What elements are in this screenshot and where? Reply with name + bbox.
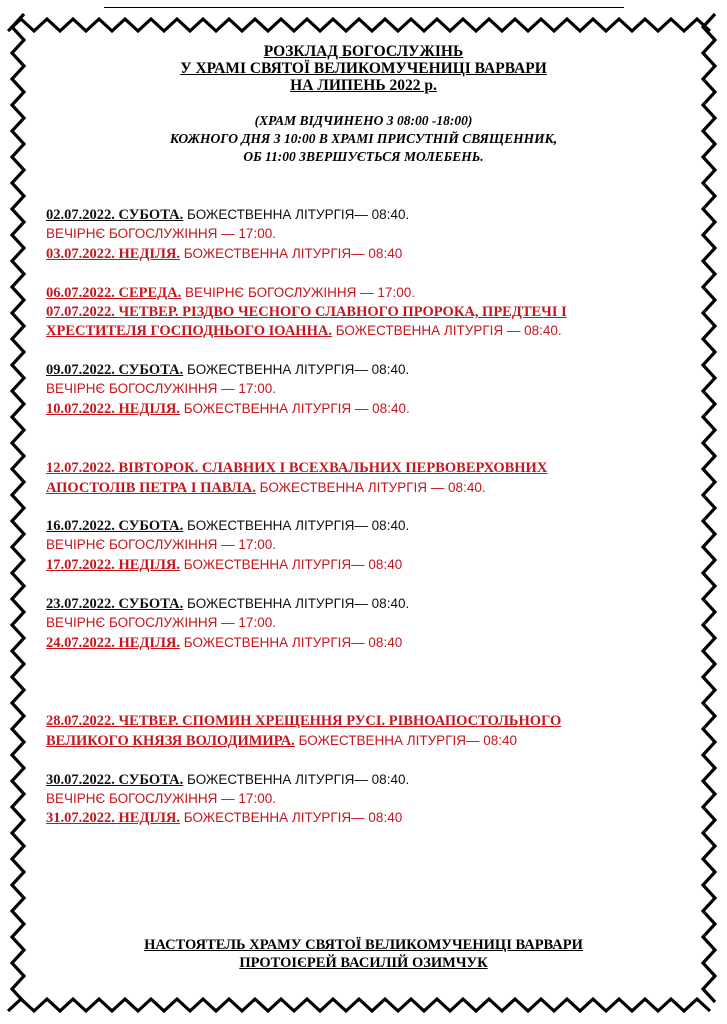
schedule-date: 23.07.2022. СУБОТА. [46,596,184,612]
schedule-service: БОЖЕСТВЕННА ЛІТУРГІЯ — 08:40. [179,401,410,416]
schedule-service: БОЖЕСТВЕННА ЛІТУРГІЯ— 08:40. [183,518,410,533]
schedule-line [46,789,686,809]
schedule-service: ВЕЧІРНЄ БОГОСЛУЖІННЯ — 17:00. [46,791,276,806]
schedule-line [46,808,686,828]
header-title: РОЗКЛАД БОГОСЛУЖІНЬ [263,43,464,60]
schedule-service: ВЕЧІРНЄ БОГОСЛУЖІННЯ — 17:00. [46,615,276,630]
schedule-line [46,555,686,575]
schedule-line [46,613,686,633]
schedule-date: 10.07.2022. НЕДІЛЯ. [46,401,180,417]
border-top-zigzag [8,19,710,31]
schedule-date: 16.07.2022. СУБОТА. [46,518,184,534]
schedule-line [46,478,686,498]
schedule-service: БОЖЕСТВЕННА ЛІТУРГІЯ — 08:40. [255,480,486,495]
schedule-date: 31.07.2022. НЕДІЛЯ. [46,810,180,826]
schedule-date: 09.07.2022. СУБОТА. [46,362,184,378]
schedule-service: ВЕЧІРНЄ БОГОСЛУЖІННЯ — 17:00. [46,381,276,396]
schedule-service: ВЕЧІРНЄ БОГОСЛУЖІННЯ — 17:00. [46,537,276,552]
schedule-service: БОЖЕСТВЕННА ЛІТУРГІЯ— 08:40 [179,810,403,825]
document-footer [0,936,727,972]
schedule-service: БОЖЕСТВЕННА ЛІТУРГІЯ— 08:40. [183,362,410,377]
schedule-service: БОЖЕСТВЕННА ЛІТУРГІЯ— 08:40 [179,246,403,261]
schedule-service: ВЕЧІРНЄ БОГОСЛУЖІННЯ — 17:00. [181,285,415,300]
schedule-line [46,535,686,555]
footer-rector-name: ПРОТОІЄРЕЙ ВАСИЛІЙ ОЗИМЧУК [239,955,488,971]
schedule-line [46,458,686,478]
opening-notice [0,112,727,166]
notice-priest: КОЖНОГО ДНЯ З 10:00 В ХРАМІ ПРИСУТНІЙ СВЯЩЕННИК, [169,131,558,146]
schedule-line [46,302,686,322]
schedule-date: 02.07.2022. СУБОТА. [46,207,184,223]
schedule-date: 12.07.2022. ВІВТОРОК. СЛАВНИХ І ВСЕХВАЛЬНИХ ПЕРВОВЕРХОВНИХ [46,460,548,476]
schedule-line [46,205,686,225]
schedule-line [46,711,686,731]
schedule-date: 07.07.2022. ЧЕТВЕР. РІЗДВО ЧЕСНОГО СЛАВНОГО ПРОРОКА, ПРЕДТЕЧІ І [46,304,567,320]
schedule-service: БОЖЕСТВЕННА ЛІТУРГІЯ — 08:40. [331,323,562,338]
schedule-line [46,633,686,653]
schedule-line [46,360,686,380]
document-header [0,43,727,94]
schedule-date: 06.07.2022. СЕРЕДА. [46,285,182,301]
schedule-line [46,516,686,536]
schedule-line [46,594,686,614]
header-month: НА ЛИПЕНЬ 2022 р. [290,77,437,94]
schedule-service: БОЖЕСТВЕННА ЛІТУРГІЯ— 08:40. [183,207,410,222]
schedule-line [46,379,686,399]
notice-hours: (ХРАМ ВІДЧИНЕНО З 08:00 -18:00) [254,113,473,128]
schedule-date: АПОСТОЛІВ ПЕТРА І ПАВЛА. [46,480,256,496]
schedule-service: БОЖЕСТВЕННА ЛІТУРГІЯ— 08:40. [183,772,410,787]
schedule-line [46,224,686,244]
border-bottom-zigzag [8,999,710,1011]
schedule-date: 28.07.2022. ЧЕТВЕР. СПОМИН ХРЕЩЕННЯ РУСІ. РІВНОАПОСТОЛЬНОГО [46,713,562,729]
schedule-date: 17.07.2022. НЕДІЛЯ. [46,557,180,573]
schedule-date: 30.07.2022. СУБОТА. [46,772,184,788]
schedule-service: ВЕЧІРНЄ БОГОСЛУЖІННЯ — 17:00. [46,226,276,241]
schedule-date: ХРЕСТИТЕЛЯ ГОСПОДНЬОГО ІОАННА. [46,323,332,339]
top-rule [104,7,624,8]
schedule-line [46,244,686,264]
schedule-date: 24.07.2022. НЕДІЛЯ. [46,635,180,651]
footer-rector-title: НАСТОЯТЕЛЬ ХРАМУ СВЯТОЇ ВЕЛИКОМУЧЕНИЦІ ВАРВАРИ [144,937,583,953]
notice-moleben: ОБ 11:00 ЗВЕРШУЄТЬСЯ МОЛЕБЕНЬ. [243,149,484,164]
schedule-service: БОЖЕСТВЕННА ЛІТУРГІЯ— 08:40. [183,596,410,611]
schedule-line [46,731,686,751]
schedule-line [46,399,686,419]
schedule-service: БОЖЕСТВЕННА ЛІТУРГІЯ— 08:40 [179,557,403,572]
schedule-line [46,321,686,341]
schedule-date: ВЕЛИКОГО КНЯЗЯ ВОЛОДИМИРА. [46,733,295,749]
schedule-service: БОЖЕСТВЕННА ЛІТУРГІЯ— 08:40 [179,635,403,650]
schedule-line [46,770,686,790]
header-church: У ХРАМІ СВЯТОЇ ВЕЛИКОМУЧЕНИЦІ ВАРВАРИ [180,60,547,77]
schedule-line [46,283,686,303]
schedule-service: БОЖЕСТВЕННА ЛІТУРГІЯ— 08:40 [294,733,518,748]
schedule-date: 03.07.2022. НЕДІЛЯ. [46,246,180,262]
